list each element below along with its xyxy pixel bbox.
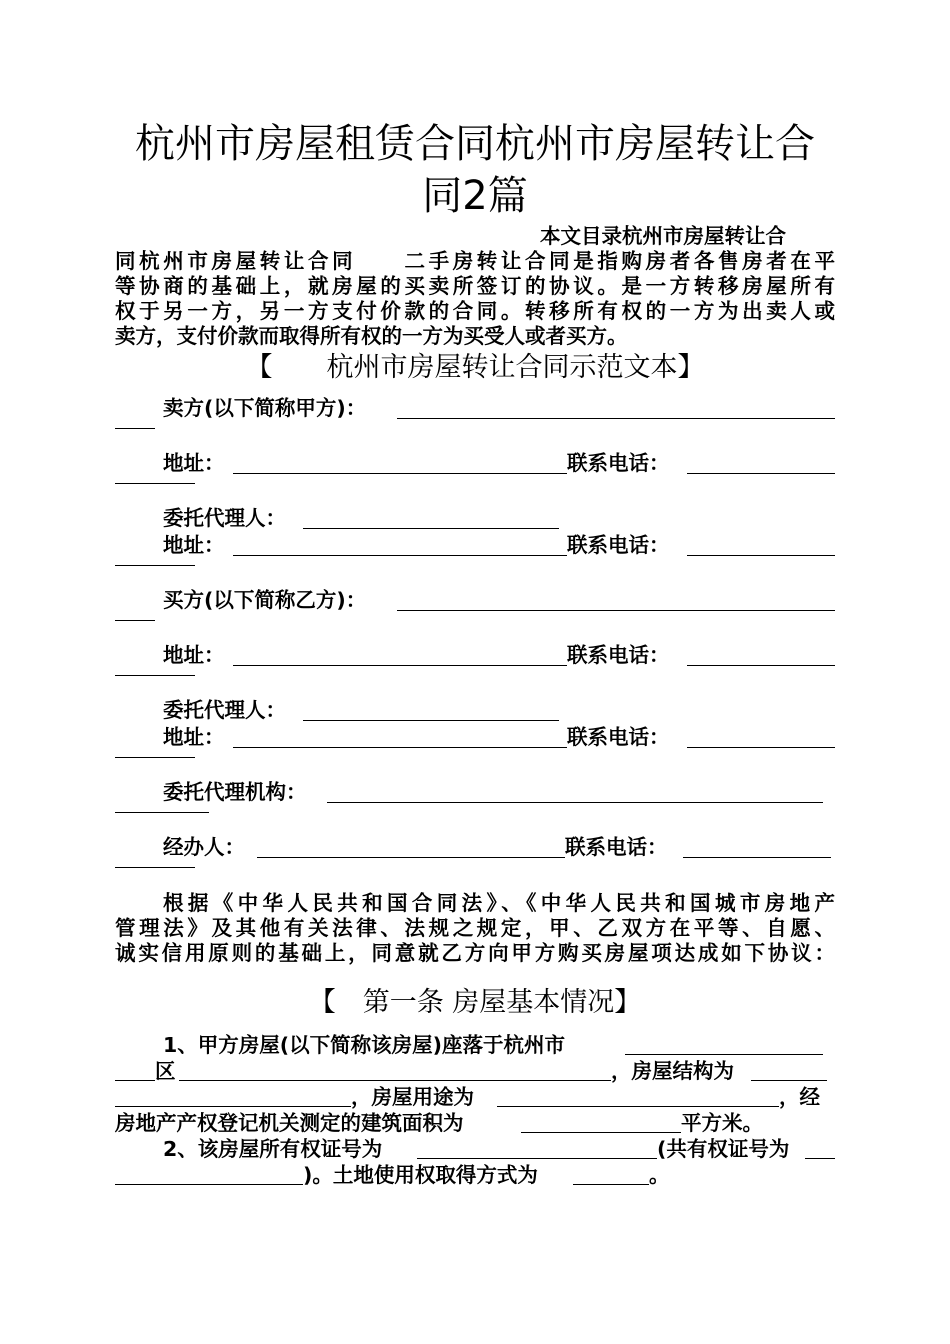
city-blank[interactable] — [625, 1054, 823, 1055]
address-blank[interactable] — [233, 747, 567, 748]
buyer-agent-phone-tail — [115, 751, 835, 779]
city-blank-cont[interactable] — [115, 1080, 155, 1081]
basis-line: 根据《中华人民共和国合同法》、《中华人民共和国城市房地产 — [163, 891, 835, 915]
contract-body — [115, 118, 835, 1188]
structure-blank-cont[interactable] — [115, 1106, 351, 1107]
area-unit: 平方米。 — [681, 1111, 763, 1135]
phone-blank-cont[interactable] — [115, 757, 195, 758]
clause1-line2 — [115, 1058, 835, 1084]
seller-agent-address-row — [115, 532, 835, 559]
clause1-line4 — [115, 1110, 835, 1136]
phone-blank-cont[interactable] — [115, 675, 195, 676]
buyer-tail — [115, 614, 835, 642]
address-blank[interactable] — [233, 555, 567, 556]
basis-line: 诚实信用原则的基础上，同意就乙方向甲方购买房屋项达成如下协议： — [115, 941, 835, 965]
basis-paragraph — [115, 891, 835, 966]
joint-certificate-blank-cont[interactable] — [115, 1184, 303, 1185]
buyer-phone-tail — [115, 669, 835, 697]
phone-label: 联系电话： — [567, 451, 670, 475]
phone-label: 联系电话： — [565, 835, 668, 859]
certificate-blank[interactable] — [417, 1158, 657, 1159]
buyer-agent-address-row — [115, 724, 835, 751]
buyer-label: 买方(以下简称乙方)： — [163, 588, 367, 612]
agency-blank-cont[interactable] — [115, 812, 209, 813]
phone-blank-cont[interactable] — [115, 483, 195, 484]
phone-blank[interactable] — [687, 555, 835, 556]
address-label: 地址： — [163, 725, 225, 749]
section-heading-article-1: 【 第一条 房屋基本情况】 — [308, 987, 642, 1018]
certificate-label: 2、该房屋所有权证号为 — [163, 1137, 383, 1161]
handler-label: 经办人： — [163, 835, 245, 859]
structure-blank[interactable] — [751, 1080, 827, 1081]
seller-tail — [115, 422, 835, 450]
usage-blank[interactable] — [497, 1106, 779, 1107]
phone-blank[interactable] — [687, 665, 835, 666]
agency-label: 委托代理机构： — [163, 780, 307, 804]
seller-blank-cont[interactable] — [115, 428, 155, 429]
address-blank[interactable] — [233, 665, 567, 666]
section-heading-template: 【 杭州市房屋转让合同示范文本】 — [245, 352, 705, 383]
clause2-end: 。 — [649, 1163, 670, 1187]
agent-label: 委托代理人： — [163, 506, 286, 530]
intro-paragraph — [115, 224, 835, 349]
phone-label: 联系电话： — [567, 643, 670, 667]
clause1-location-label: 1、甲方房屋(以下简称该房屋)座落于杭州市 — [163, 1033, 566, 1057]
clause1-continue: ，经 — [779, 1085, 820, 1109]
phone-blank-cont[interactable] — [115, 867, 195, 868]
buyer-agent-row — [115, 697, 835, 724]
district-blank[interactable] — [179, 1080, 611, 1081]
address-label: 地址： — [163, 533, 225, 557]
clause1-line3 — [115, 1084, 835, 1110]
basis-line: 管理法》及其他有关法律、法规之规定，甲、乙双方在平等、自愿、 — [115, 916, 835, 940]
seller-phone-tail — [115, 477, 835, 505]
phone-label: 联系电话： — [567, 533, 670, 557]
toc-line: 本文目录杭州市房屋转让合 — [540, 224, 786, 248]
seller-agent-phone-tail — [115, 559, 835, 587]
agency-row — [115, 779, 835, 806]
handler-phone-tail — [115, 861, 835, 889]
usage-label: ，房屋用途为 — [351, 1085, 474, 1109]
land-use-label: )。土地使用权取得方式为 — [303, 1163, 538, 1187]
intro-line: 卖方，支付价款而取得所有权的一方为买受人或者买方。 — [115, 324, 628, 348]
address-label: 地址： — [163, 643, 225, 667]
joint-certificate-blank[interactable] — [805, 1158, 835, 1159]
phone-blank-cont[interactable] — [115, 565, 195, 566]
agency-blank[interactable] — [327, 802, 823, 803]
buyer-row — [115, 587, 835, 614]
joint-certificate-label: (共有权证号为 — [657, 1137, 790, 1161]
clause2-line2 — [115, 1162, 835, 1188]
district-label: 区 — [155, 1059, 176, 1083]
phone-blank[interactable] — [687, 747, 835, 748]
address-label: 地址： — [163, 451, 225, 475]
handler-row — [115, 834, 835, 861]
area-blank[interactable] — [521, 1132, 681, 1133]
title-line-2: 同2篇 — [422, 173, 528, 219]
phone-blank[interactable] — [687, 473, 835, 474]
buyer-blank[interactable] — [397, 610, 835, 611]
seller-blank[interactable] — [397, 418, 835, 419]
title-line-1: 杭州市房屋租赁合同杭州市房屋转让合 — [135, 121, 815, 167]
structure-label: ，房屋结构为 — [611, 1059, 734, 1083]
seller-row — [115, 395, 835, 422]
agent-label: 委托代理人： — [163, 698, 286, 722]
document-title — [115, 118, 835, 222]
clause1-line1 — [115, 1032, 835, 1058]
land-use-blank[interactable] — [573, 1184, 649, 1185]
agent-blank[interactable] — [303, 720, 559, 721]
clause2-line1 — [115, 1136, 835, 1162]
intro-line: 权于另一方，另一方支付价款的合同。转移所有权的一方为出卖人或 — [115, 299, 835, 323]
agent-blank[interactable] — [303, 528, 559, 529]
handler-blank[interactable] — [257, 857, 565, 858]
address-blank[interactable] — [233, 473, 567, 474]
seller-label: 卖方(以下简称甲方)： — [163, 396, 367, 420]
intro-line: 等协商的基础上，就房屋的买卖所签订的协议。是一方转移房屋所有 — [115, 274, 835, 298]
agency-tail — [115, 806, 835, 834]
buyer-blank-cont[interactable] — [115, 620, 155, 621]
intro-line: 同杭州市房屋转让合同 二手房转让合同是指购房者各售房者在平 — [115, 249, 835, 273]
area-label: 房地产产权登记机关测定的建筑面积为 — [115, 1111, 464, 1135]
phone-label: 联系电话： — [567, 725, 670, 749]
phone-blank[interactable] — [683, 857, 831, 858]
buyer-address-row — [115, 642, 835, 669]
seller-address-row — [115, 450, 835, 477]
seller-agent-row — [115, 505, 835, 532]
